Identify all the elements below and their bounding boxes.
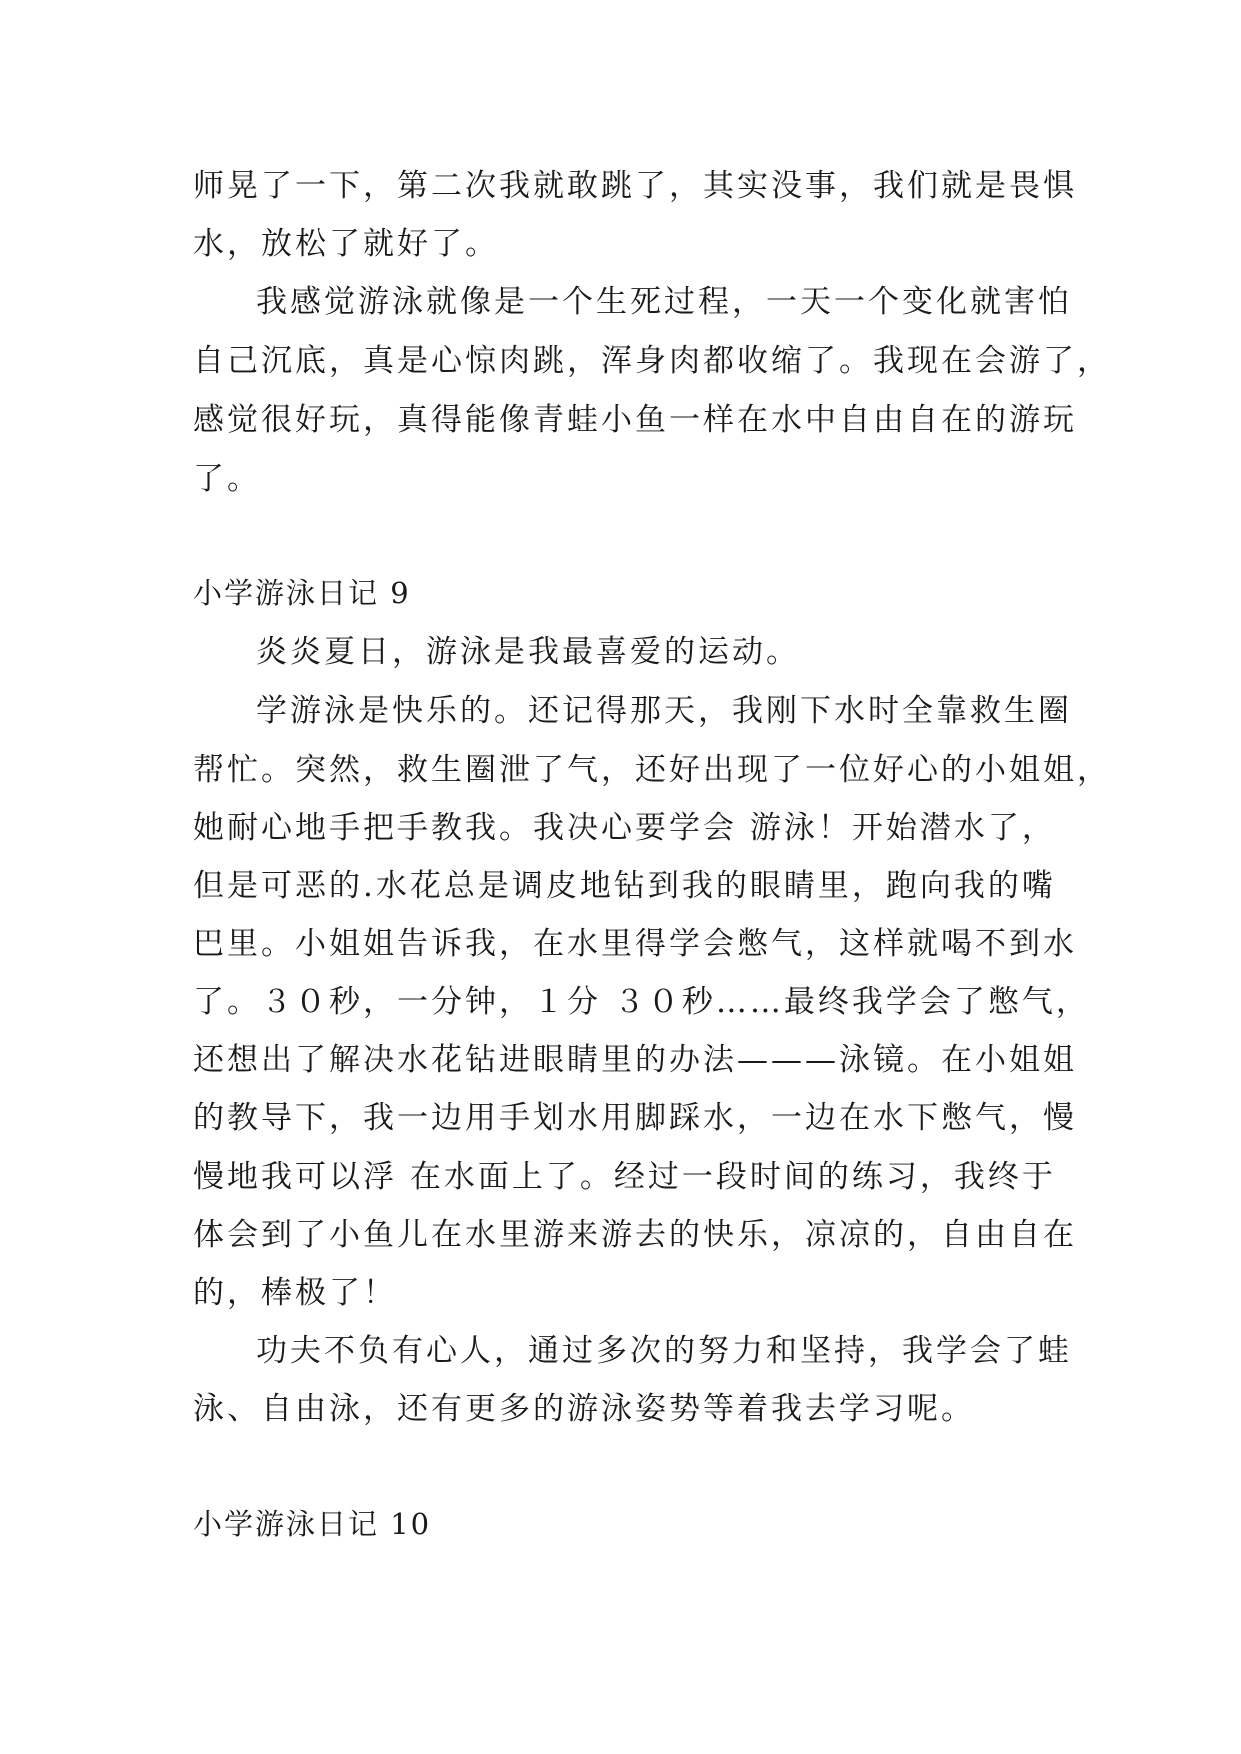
paragraph-line: 泳、自由泳，还有更多的游泳姿势等着我去学习呢。 [193, 1391, 975, 1427]
paragraph-line: 慢地我可以浮 在水面上了。经过一段时间的练习，我终于 [193, 1159, 1056, 1195]
paragraph-line: 体会到了小鱼儿在水里游来游去的快乐，凉凉的，自由自在 [193, 1217, 1077, 1253]
paragraph-line: 还想出了解决水花钻进眼睛里的办法———泳镜。在小姐姐 [193, 1042, 1077, 1078]
paragraph-line: 了。３０秒，一分钟，１分 ３０秒……最终我学会了憋气， [193, 984, 1090, 1020]
paragraph-line: 炎炎夏日，游泳是我最喜爱的运动。 [256, 634, 800, 670]
paragraph-line: 了。 [193, 461, 261, 497]
paragraph-line: 的教导下，我一边用手划水用脚踩水，一边在水下憋气，慢 [193, 1100, 1077, 1136]
paragraph-line: 感觉很好玩，真得能像青蛙小鱼一样在水中自由自在的游玩 [193, 402, 1077, 438]
paragraph-line: 我感觉游泳就像是一个生死过程，一天一个变化就害怕 [256, 284, 1072, 320]
paragraph-line: 师晃了一下，第二次我就敢跳了，其实没事，我们就是畏惧 [193, 168, 1077, 204]
paragraph-line: 但是可恶的.水花总是调皮地钻到我的眼睛里，跑向我的嘴 [193, 868, 1056, 904]
paragraph-line: 的，棒极了！ [193, 1275, 397, 1311]
section-heading: 小学游泳日记 10 [193, 1507, 432, 1541]
paragraph-line: 帮忙。突然，救生圈泄了气，还好出现了一位好心的小姐姐， [193, 752, 1111, 788]
section-heading: 小学游泳日记 9 [193, 576, 411, 610]
paragraph-line: 自己沉底，真是心惊肉跳，浑身肉都收缩了。我现在会游了， [193, 343, 1111, 379]
paragraph-line: 功夫不负有心人，通过多次的努力和坚持，我学会了蛙 [256, 1333, 1072, 1369]
paragraph-line: 学游泳是快乐的。还记得那天，我刚下水时全靠救生圈 [256, 693, 1072, 729]
paragraph-line: 巴里。小姐姐告诉我，在水里得学会憋气，这样就喝不到水 [193, 926, 1077, 962]
paragraph-line: 她耐心地手把手教我。我决心要学会 游泳！开始潜水了， [193, 810, 1056, 846]
paragraph-line: 水，放松了就好了。 [193, 226, 499, 262]
